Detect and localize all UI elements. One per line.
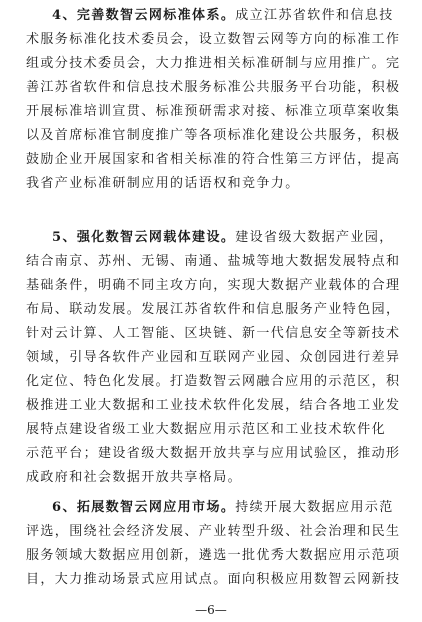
paragraph-line: 针对云计算、人工智能、区块链、新一代信息安全等新技术 — [26, 326, 401, 341]
paragraph-line: 展特点建设省级工业大数据应用示范区和工业技术软件化 — [26, 422, 387, 437]
paragraph-first-line — [0, 4, 422, 28]
paragraph-line: 示范平台；建设省级大数据开放共享与应用试验区，推动形 — [26, 446, 401, 461]
paragraph-line: 目，大力推动场景式应用试点。面向积极应用数智云网新技 — [26, 572, 401, 587]
page-number: —6— — [195, 603, 227, 617]
paragraph-line: 评选，围绕社会经济发展、产业转型升级、社会治理和民生 — [26, 524, 401, 539]
paragraph-line: 成政府和社会数据开放共享格局。 — [26, 470, 243, 485]
paragraph-line: 化定位、特色化发展。打造数智云网融合应用的示范区，积 — [26, 374, 401, 389]
paragraph-line: 领域，引导各软件产业园和互联网产业园、众创园进行差异 — [26, 350, 401, 365]
paragraph-line: 善江苏省软件和信息技术服务标准公共服务平台功能，积极 — [26, 80, 401, 95]
paragraph-line: 开展标准培训宣贯、标准预研需求对接、标准立项草案收集 — [26, 104, 401, 119]
paragraph-line: 以及首席标准官制度推广等各项标准化建设公共服务，积极 — [26, 128, 401, 143]
section-heading: 4、完善数智云网标准体系。 — [52, 8, 236, 23]
paragraph-text: 成立江苏省软件和信息技 — [235, 8, 394, 23]
paragraph-text: 持续开展大数据应用示范 — [235, 500, 394, 515]
section-heading: 5、强化数智云网载体建设。 — [52, 230, 236, 245]
paragraph-line: 组或分技术委员会，大力推进相关标准研制与应用推广。完 — [26, 56, 401, 71]
paragraph-line: 结合南京、苏州、无锡、南通、盐城等地大数据发展特点和 — [26, 254, 401, 269]
paragraph-line: 鼓励企业开展国家和省相关标准的符合性第三方评估，提高 — [26, 152, 401, 167]
paragraph-first-line — [0, 226, 422, 250]
paragraph-text: 建设省级大数据产业园， — [235, 230, 394, 245]
paragraph-line: 基础条件，明确不同主攻方向，实现大数据产业载体的合理 — [26, 278, 401, 293]
paragraph-line: 我省产业标准研制应用的话语权和竞争力。 — [26, 176, 300, 191]
paragraph-line: 极推进工业大数据和工业技术软件化发展，结合各地工业发 — [26, 398, 401, 413]
paragraph-line: 术服务标准化技术委员会，设立数智云网等方向的标准工作 — [26, 32, 401, 47]
paragraph-line: 布局、联动发展。发展江苏省软件和信息服务产业特色园， — [26, 302, 401, 317]
paragraph-first-line — [0, 496, 422, 520]
section-heading: 6、拓展数智云网应用市场。 — [52, 500, 236, 515]
paragraph-line: 服务领域大数据应用创新，遴选一批优秀大数据应用示范项 — [26, 548, 401, 563]
